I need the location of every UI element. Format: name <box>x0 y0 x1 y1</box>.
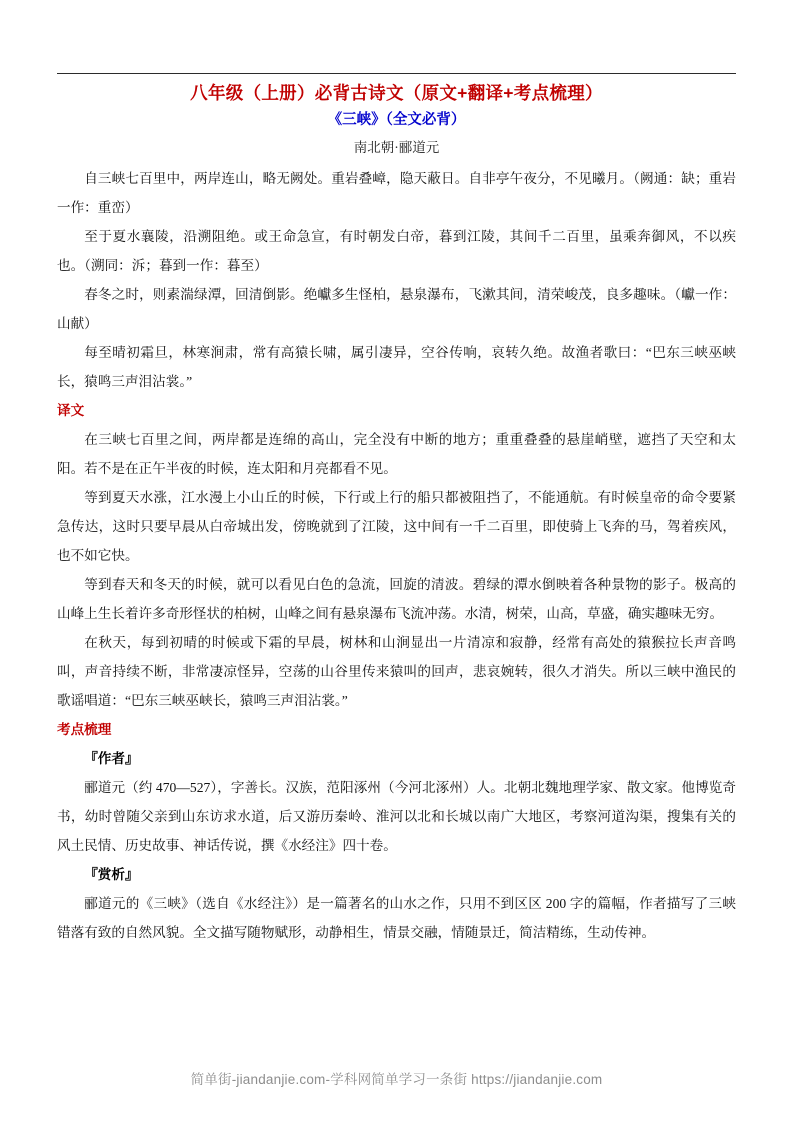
poem-byline: 南北朝·郦道元 <box>353 140 440 155</box>
key-points-label: 考点梳理 <box>57 722 112 737</box>
header-divider <box>57 73 736 74</box>
translation-paragraph: 在三峡七百里之间，两岸都是连绵的高山，完全没有中断的地方；重重叠叠的悬崖峭壁，遮挡了天空和太阳。若不是在正午半夜的时候，连太阳和月亮都看不见。 <box>57 432 736 476</box>
original-paragraph: 每至晴初霜旦，林寒涧肃，常有高猿长啸，属引凄异，空谷传响，哀转久绝。故渔者歌曰：“巴东三峡巫峡长，猿鸣三声泪沾裳。” <box>57 345 736 389</box>
author-body: 郦道元（约 470—527），字善长。汉族，范阳涿州（今河北涿州）人。北朝北魏地理学家、散文家。他博览奇书，幼时曾随父亲到山东访求水道，后又游历秦岭、淮河以北和长城以南广大地区，考察河道沟渠，搜集有关的风土民情、历史故事、神话传说，撰《水经注》四十卷。 <box>57 780 736 853</box>
translation-section <box>57 396 736 715</box>
appreciation-heading: 『赏析』 <box>84 867 139 882</box>
original-paragraph: 自三峡七百里中，两岸连山，略无阙处。重岩叠嶂，隐天蔽日。自非亭午夜分，不见曦月。（阙通：缺；重岩一作：重峦） <box>57 171 736 215</box>
poem-subtitle: 《三峡》（全文必背） <box>327 112 466 128</box>
original-paragraph: 至于夏水襄陵，沿溯阻绝。或王命急宣，有时朝发白帝，暮到江陵，其间千二百里，虽乘奔御风，不以疾也。（溯同：泝；暮到一作：暮至） <box>57 229 736 273</box>
original-text-section <box>57 164 736 396</box>
translation-paragraph: 在秋天，每到初晴的时候或下霜的早晨，树林和山涧显出一片清凉和寂静，经常有高处的猿猴拉长声音鸣叫，声音持续不断，非常凄凉怪异，空荡的山谷里传来猿叫的回声，悲哀婉转，很久才消失。所以三峡中渔民的歌谣唱道：“巴东三峡巫峡长，猿鸣三声泪沾裳。” <box>57 635 736 708</box>
translation-paragraph: 等到夏天水涨，江水漫上小山丘的时候，下行或上行的船只都被阻挡了，不能通航。有时候皇帝的命令要紧急传达，这时只要早晨从白帝城出发，傍晚就到了江陵，这中间有一千二百里，即使骑上飞奔的马，驾着疾风，也不如它快。 <box>57 490 736 563</box>
appreciation-body: 郦道元的《三峡》（选自《水经注》）是一篇著名的山水之作，只用不到区区 200 字的篇幅，作者描写了三峡错落有致的自然风貌。全文描写随物赋形，动静相生，情景交融，情随景迁，简洁精练，生动传神。 <box>57 896 736 940</box>
page-title: 八年级（上册）必背古诗文（原文+翻译+考点梳理） <box>190 83 603 103</box>
author-heading: 『作者』 <box>84 751 139 766</box>
document-content <box>57 0 736 947</box>
translation-paragraph: 等到春天和冬天的时候，就可以看见白色的急流，回旋的清波。碧绿的潭水倒映着各种景物的影子。极高的山峰上生长着许多奇形怪状的柏树，山峰之间有悬泉瀑布飞流冲荡。水清，树荣，山高，草盛，确实趣味无穷。 <box>57 577 736 621</box>
translation-label: 译文 <box>57 403 85 418</box>
original-paragraph: 春冬之时，则素湍绿潭，回清倒影。绝巘多生怪柏，悬泉瀑布，飞漱其间，清荣峻茂，良多趣味。（巘一作：山献） <box>57 287 736 331</box>
footer-watermark: 简单街-jiandanjie.com-学科网简单学习一条街 https://jiandanjie.com <box>190 1072 603 1087</box>
key-points-section <box>57 715 736 947</box>
